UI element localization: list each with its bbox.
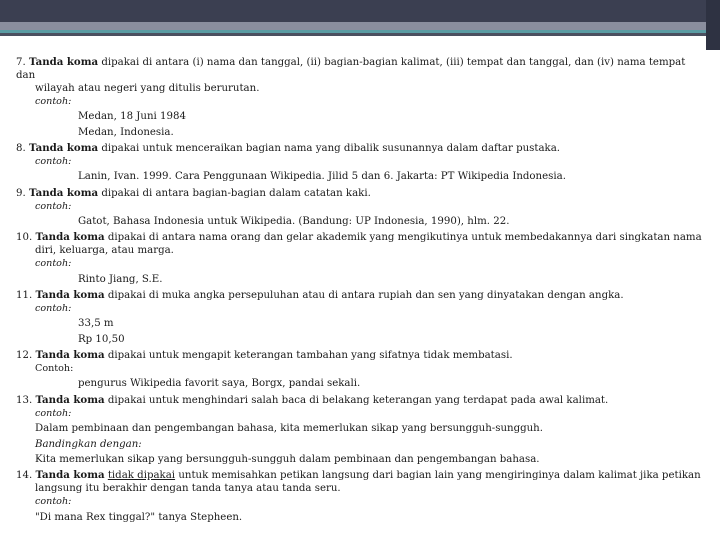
- item-lead: Tanda koma: [35, 349, 105, 362]
- item-continuation: wilayah atau negeri yang ditulis berurutan.: [35, 82, 260, 94]
- example-line: Kita memerlukan sikap yang bersungguh-sungguh dalam pembinaan dan pengembangan bahasa.: [35, 453, 540, 465]
- corner-block: [706, 0, 720, 50]
- example-line: 33,5 m: [78, 318, 114, 330]
- item-number: 12.: [16, 350, 33, 362]
- item-text: dipakai untuk menghindari salah baca di belakang keterangan yang terdapat pada awal kalimat.: [104, 394, 609, 406]
- example-label: contoh:: [35, 302, 72, 314]
- item-lead: Tanda koma: [35, 231, 105, 244]
- example-line: "Di mana Rex tinggal?" tanya Stepheen.: [35, 511, 243, 523]
- item-number: 10.: [16, 232, 33, 244]
- item-text: dipakai di antara bagian-bagian dalam catatan kaki.: [98, 187, 371, 199]
- example-line: Lanin, Ivan. 1999. Cara Penggunaan Wikipedia. Jilid 5 dan 6. Jakarta: PT Wikipedia Indonesia.: [78, 171, 566, 183]
- example-label: contoh:: [35, 200, 72, 212]
- item-lead: Tanda koma: [28, 141, 99, 154]
- underlined-phrase: tidak dipakai: [107, 470, 176, 482]
- rule-item-12: [16, 349, 706, 391]
- example-label: contoh:: [35, 258, 72, 270]
- slide-content: [16, 56, 706, 527]
- item-text: dipakai untuk mengapit keterangan tambahan yang sifatnya tidak membatasi.: [104, 350, 513, 362]
- item-text: dipakai untuk menceraikan bagian nama yang dibalik susunannya dalam daftar pustaka.: [98, 142, 561, 154]
- item-lead: Tanda koma: [35, 469, 105, 482]
- example-line: Rinto Jiang, S.E.: [78, 273, 163, 285]
- example-line: pengurus Wikipedia favorit saya, Borgx, pandai sekali.: [78, 378, 361, 390]
- item-number: 13.: [16, 394, 33, 406]
- rule-item-11: [16, 289, 706, 347]
- example-line: Medan, Indonesia.: [78, 126, 174, 138]
- example-line: Dalam pembinaan dan pengembangan bahasa, kita memerlukan sikap yang bersungguh-sungguh.: [35, 423, 543, 435]
- item-text: dipakai di muka angka persepuluhan atau di antara rupiah dan sen yang dinyatakan dengan angka.: [104, 290, 624, 301]
- example-line: Medan, 18 Juni 1984: [78, 111, 186, 123]
- item-number: 8.: [16, 142, 26, 154]
- item-text: dipakai di antara (i) nama dan tanggal, (ii) bagian-bagian kalimat, (iii) tempat dan tanggal, dan (iv) nama tempat dan: [16, 57, 686, 81]
- rule-item-13: [16, 394, 706, 467]
- item-number: 11.: [16, 290, 33, 301]
- rule-item-8: [16, 142, 706, 184]
- item-number: 14.: [16, 470, 33, 482]
- item-continuation: langsung itu berakhir dengan tanda tanya atau tanda seru.: [35, 483, 341, 495]
- rule-item-14: [16, 469, 706, 524]
- rule-item-7: [16, 56, 706, 139]
- header-stripe-dark: [0, 33, 720, 36]
- item-continuation: diri, keluarga, atau marga.: [35, 245, 174, 257]
- item-lead: Tanda koma: [35, 289, 105, 301]
- compare-label: Bandingkan dengan:: [35, 438, 142, 450]
- item-number: 7.: [16, 57, 26, 68]
- example-label: Contoh:: [35, 363, 74, 375]
- rule-item-9: [16, 187, 706, 229]
- example-label: contoh:: [35, 407, 72, 419]
- item-text: untuk memisahkan petikan langsung dari bagian lain yang mengiringinya dalam kalimat jika petikan: [175, 470, 701, 482]
- item-number: 9.: [16, 187, 26, 199]
- example-line: Rp 10,50: [78, 333, 125, 345]
- rule-item-10: [16, 231, 706, 286]
- item-text: dipakai di antara nama orang dan gelar akademik yang mengikutinya untuk membedakannya dari singkatan nama: [104, 232, 702, 244]
- example-label: contoh:: [35, 496, 72, 508]
- example-label: contoh:: [35, 155, 72, 167]
- item-lead: Tanda koma: [28, 56, 99, 68]
- example-line: Gatot, Bahasa Indonesia untuk Wikipedia. (Bandung: UP Indonesia, 1990), hlm. 22.: [78, 215, 510, 227]
- header-stripe-gray: [0, 22, 720, 30]
- header-bar: [0, 0, 720, 22]
- example-label: contoh:: [35, 95, 72, 107]
- item-lead: Tanda koma: [35, 393, 105, 406]
- item-lead: Tanda koma: [28, 186, 99, 199]
